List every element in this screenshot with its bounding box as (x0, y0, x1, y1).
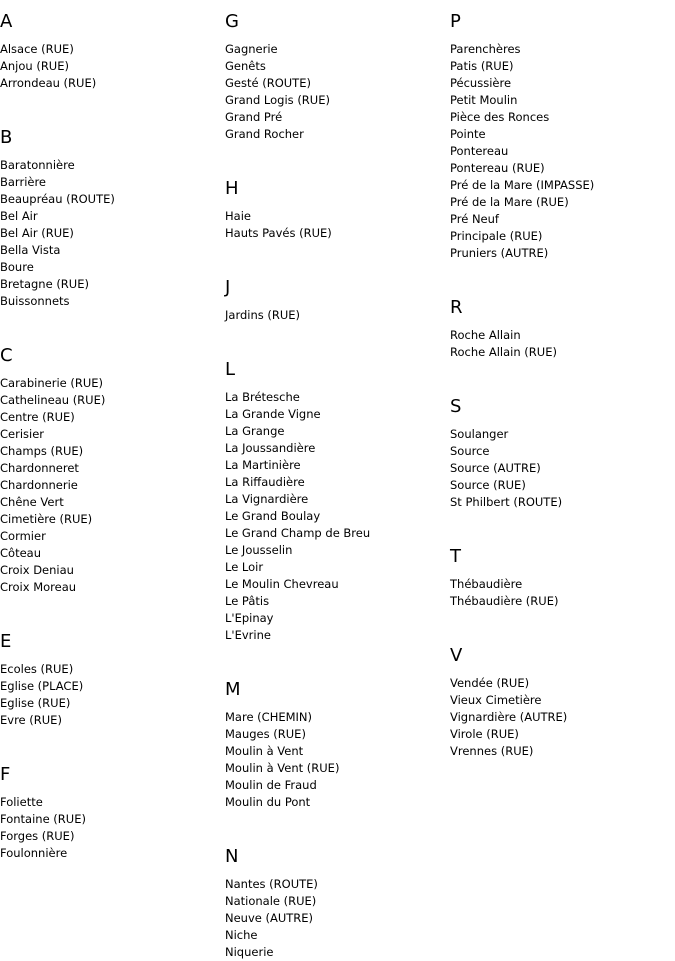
street-list-item: La Riffaudière (225, 475, 305, 489)
street-list-item: Soulanger (450, 427, 509, 441)
street-list-item: La Grande Vigne (225, 407, 321, 421)
street-list-item: Cathelineau (RUE) (0, 393, 106, 407)
street-list (0, 661, 225, 729)
section-letter-heading: H (225, 178, 239, 199)
street-list-item: Gagnerie (225, 42, 278, 56)
street-list-item: Virole (RUE) (450, 727, 519, 741)
street-list-item: Genêts (225, 59, 266, 73)
street-list (225, 876, 450, 961)
letter-section-v (450, 634, 675, 760)
section-letter-heading: G (225, 11, 239, 32)
street-list (0, 375, 225, 596)
street-list-item: Ecoles (RUE) (0, 662, 74, 676)
street-list-item: La Joussandière (225, 441, 316, 455)
street-list-item: L'Epinay (225, 611, 274, 625)
street-list-item: L'Evrine (225, 628, 271, 642)
street-list-item: Vignardière (AUTRE) (450, 710, 568, 724)
street-list-item: Pontereau (450, 144, 509, 158)
street-list-item: Evre (RUE) (0, 713, 62, 727)
street-list-item: Eglise (RUE) (0, 696, 71, 710)
street-list-item: Vrennes (RUE) (450, 744, 534, 758)
street-list (225, 208, 450, 242)
street-list-item: Niche (225, 928, 258, 942)
street-list-item: Côteau (0, 546, 41, 560)
street-list-item: Roche Allain (RUE) (450, 345, 557, 359)
street-list-item: Pointe (450, 127, 486, 141)
street-list (225, 709, 450, 811)
street-list-item: Boure (0, 260, 34, 274)
street-list-item: Jardins (RUE) (225, 308, 301, 322)
street-list-item: Carabinerie (RUE) (0, 376, 104, 390)
section-letter-heading: P (450, 11, 461, 32)
street-list (225, 389, 450, 644)
street-list (450, 576, 675, 610)
street-list (450, 327, 675, 361)
street-list-item: La Grange (225, 424, 285, 438)
section-letter-heading: N (225, 846, 239, 867)
street-list-item: Neuve (AUTRE) (225, 911, 314, 925)
letter-section-l (225, 348, 450, 644)
street-list-item: Vieux Cimetière (450, 693, 542, 707)
section-letter-heading: T (450, 546, 461, 567)
street-list-item: Bel Air (RUE) (0, 226, 74, 240)
street-list-item: Moulin à Vent (RUE) (225, 761, 340, 775)
street-list-item: Pré de la Mare (RUE) (450, 195, 569, 209)
street-list-item: Le Jousselin (225, 543, 293, 557)
section-letter-heading: E (0, 631, 12, 652)
street-list-item: Haie (225, 209, 251, 223)
section-letter-heading: R (450, 297, 463, 318)
section-letter-heading: V (450, 645, 463, 666)
street-list-item: Arrondeau (RUE) (0, 76, 97, 90)
street-list-item: Pré Neuf (450, 212, 499, 226)
street-list-item: Baratonnière (0, 158, 75, 172)
street-list-item: Cimetière (RUE) (0, 512, 93, 526)
street-index-column-1 (0, 0, 225, 862)
street-list-item: Nationale (RUE) (225, 894, 317, 908)
street-list-item: Pruniers (AUTRE) (450, 246, 549, 260)
street-list-item: Alsace (RUE) (0, 42, 74, 56)
street-list-item: Niquerie (225, 945, 274, 959)
section-letter-heading: S (450, 396, 462, 417)
street-list-item: Thébaudière (450, 577, 523, 591)
street-list-item: Foulonnière (0, 846, 68, 860)
street-list-item: Barrière (0, 175, 47, 189)
street-list-item: Centre (RUE) (0, 410, 75, 424)
letter-section-s (450, 385, 675, 511)
street-list-item: Champs (RUE) (0, 444, 84, 458)
street-list-item: Source (AUTRE) (450, 461, 541, 475)
letter-section-m (225, 668, 450, 811)
letter-section-r (450, 286, 675, 361)
street-list-item: Roche Allain (450, 328, 521, 342)
street-list-item: Thébaudière (RUE) (450, 594, 559, 608)
letter-section-a (0, 0, 225, 92)
street-list-item: Le Pâtis (225, 594, 270, 608)
letter-section-g (225, 0, 450, 143)
street-list-item: Chardonneret (0, 461, 79, 475)
street-list-item: Grand Logis (RUE) (225, 93, 330, 107)
letter-section-n (225, 835, 450, 961)
street-index-column-2 (225, 0, 450, 961)
letter-section-c (0, 334, 225, 596)
street-list (225, 41, 450, 143)
street-list-item: La Martinière (225, 458, 301, 472)
section-letter-heading: J (225, 277, 231, 298)
street-list-item: Moulin du Pont (225, 795, 311, 809)
street-list-item: Forges (RUE) (0, 829, 75, 843)
street-list-item: Grand Rocher (225, 127, 304, 141)
section-letter-heading: M (225, 679, 241, 700)
street-list-item: Hauts Pavés (RUE) (225, 226, 332, 240)
letter-section-h (225, 167, 450, 242)
street-index-column-3 (450, 0, 675, 760)
letter-section-e (0, 620, 225, 729)
street-list-item: Mare (CHEMIN) (225, 710, 313, 724)
street-list-item: La Brétesche (225, 390, 300, 404)
street-list-item: Eglise (PLACE) (0, 679, 84, 693)
street-list-item: Le Loir (225, 560, 264, 574)
street-list-item: Le Grand Boulay (225, 509, 321, 523)
street-list-item: Le Grand Champ de Breu (225, 526, 371, 540)
letter-section-b (0, 116, 225, 310)
street-list-item: Principale (RUE) (450, 229, 543, 243)
street-list (0, 41, 225, 92)
street-list-item: Source (450, 444, 490, 458)
section-letter-heading: L (225, 359, 236, 380)
street-list-item: Bella Vista (0, 243, 61, 257)
street-list-item: Anjou (RUE) (0, 59, 69, 73)
street-list-item: Parenchères (450, 42, 521, 56)
street-list-item: Grand Pré (225, 110, 283, 124)
street-list (225, 307, 450, 324)
street-list-item: Source (RUE) (450, 478, 526, 492)
street-list (450, 675, 675, 760)
street-list-item: Fontaine (RUE) (0, 812, 86, 826)
street-list-item: Bretagne (RUE) (0, 277, 89, 291)
street-list-item: Nantes (ROUTE) (225, 877, 318, 891)
street-list-item: Chêne Vert (0, 495, 64, 509)
street-list-item: Petit Moulin (450, 93, 518, 107)
street-list-item: Chardonnerie (0, 478, 78, 492)
letter-section-f (0, 753, 225, 862)
street-list-item: Moulin à Vent (225, 744, 304, 758)
section-letter-heading: F (0, 764, 11, 785)
street-list-item: Vendée (RUE) (450, 676, 530, 690)
street-list (0, 794, 225, 862)
street-list-item: Cormier (0, 529, 46, 543)
street-list-item: Cerisier (0, 427, 45, 441)
street-list-item: Pièce des Ronces (450, 110, 550, 124)
street-list-item: Foliette (0, 795, 43, 809)
street-list-item: Croix Deniau (0, 563, 74, 577)
street-list (0, 157, 225, 310)
letter-section-t (450, 535, 675, 610)
street-list-item: Beaupréau (ROUTE) (0, 192, 115, 206)
letter-section-p (450, 0, 675, 262)
street-list-item: Gesté (ROUTE) (225, 76, 311, 90)
street-list-item: Buissonnets (0, 294, 70, 308)
street-list-item: Pré de la Mare (IMPASSE) (450, 178, 595, 192)
letter-section-j (225, 266, 450, 324)
street-list-item: Patis (RUE) (450, 59, 514, 73)
street-list-item: Bel Air (0, 209, 38, 223)
street-list-item: Croix Moreau (0, 580, 77, 594)
street-list (450, 41, 675, 262)
street-list-item: Pontereau (RUE) (450, 161, 545, 175)
street-list-item: Moulin de Fraud (225, 778, 317, 792)
street-list-item: La Vignardière (225, 492, 309, 506)
street-list (450, 426, 675, 511)
section-letter-heading: C (0, 345, 13, 366)
street-list-item: Pécussière (450, 76, 512, 90)
section-letter-heading: A (0, 11, 13, 32)
section-letter-heading: B (0, 127, 13, 148)
street-list-item: St Philbert (ROUTE) (450, 495, 563, 509)
street-list-item: Mauges (RUE) (225, 727, 306, 741)
street-list-item: Le Moulin Chevreau (225, 577, 339, 591)
